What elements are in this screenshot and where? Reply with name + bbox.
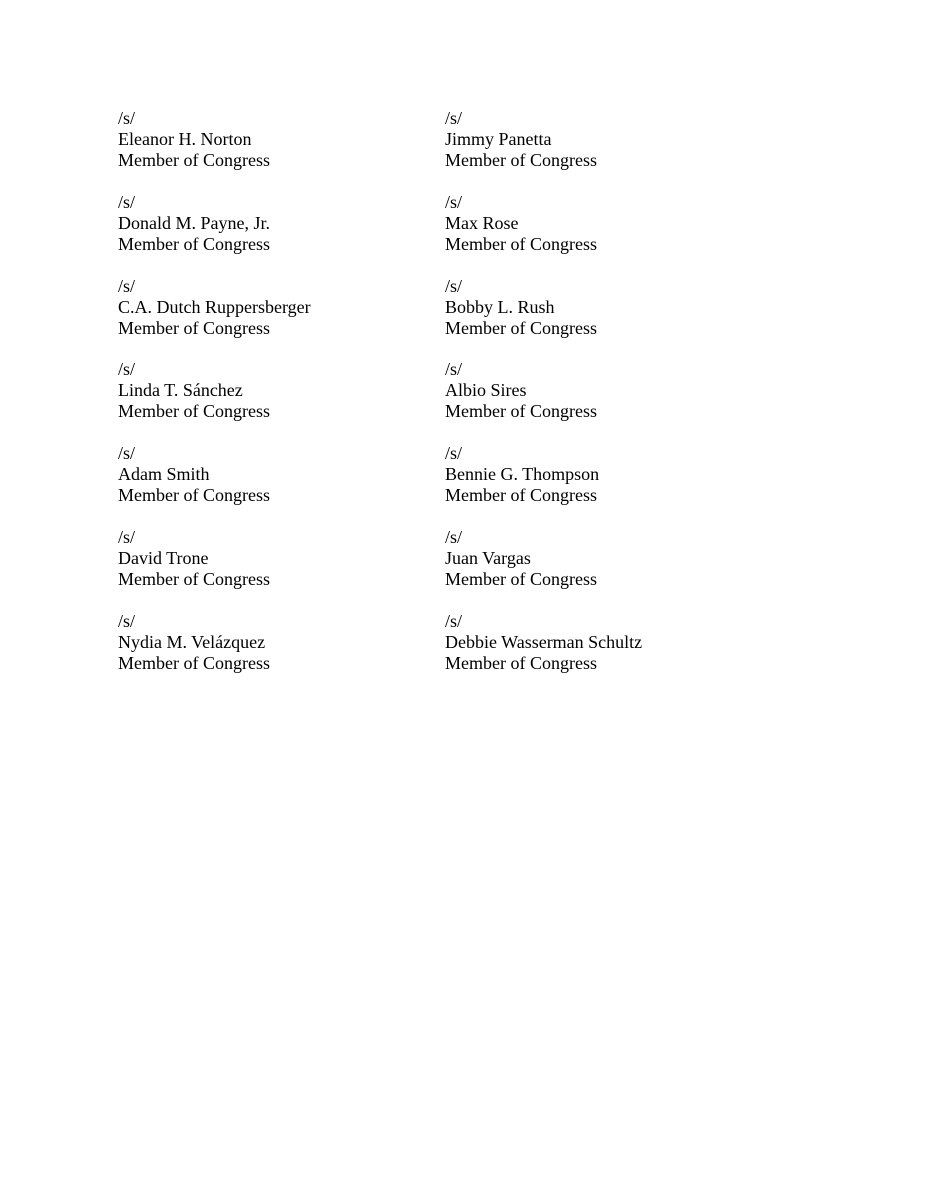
signature-mark: /s/ — [118, 526, 136, 547]
signer-title: Member of Congress — [118, 401, 270, 422]
signer-name: Debbie Wasserman Schultz — [445, 631, 643, 652]
signature-block — [445, 108, 765, 192]
signer-name: Jimmy Panetta — [445, 129, 552, 149]
signer-name: Bennie G. Thompson — [445, 464, 600, 485]
signer-title: Member of Congress — [118, 652, 270, 673]
signer-name: Max Rose — [445, 212, 519, 233]
signature-mark: /s/ — [445, 108, 463, 128]
signature-mark: /s/ — [445, 610, 463, 631]
signature-block — [118, 276, 438, 360]
signature-block — [445, 443, 765, 527]
signature-mark: /s/ — [445, 359, 463, 380]
signer-title: Member of Congress — [118, 150, 270, 170]
signature-block — [445, 276, 765, 360]
signature-mark: /s/ — [445, 526, 463, 547]
signature-mark: /s/ — [445, 443, 463, 464]
signature-block — [118, 443, 438, 527]
signature-block — [445, 527, 765, 611]
signer-name: Albio Sires — [445, 380, 527, 401]
signer-title: Member of Congress — [118, 568, 270, 589]
signer-title: Member of Congress — [445, 568, 597, 589]
signer-name: Juan Vargas — [445, 547, 531, 568]
signature-block — [118, 359, 438, 443]
signer-title: Member of Congress — [445, 150, 597, 170]
signature-mark: /s/ — [118, 443, 136, 464]
signer-name: Eleanor H. Norton — [118, 129, 252, 149]
signature-block — [118, 192, 438, 276]
signer-name: Linda T. Sánchez — [118, 380, 243, 401]
signer-name: Donald M. Payne, Jr. — [118, 212, 270, 233]
signature-mark: /s/ — [118, 359, 136, 380]
signer-title: Member of Congress — [118, 317, 270, 338]
signature-block — [118, 611, 438, 695]
signer-name: Nydia M. Velázquez — [118, 631, 266, 652]
signer-title: Member of Congress — [445, 233, 597, 254]
signature-block — [445, 359, 765, 443]
signer-name: David Trone — [118, 547, 209, 568]
signer-title: Member of Congress — [445, 652, 597, 673]
signer-title: Member of Congress — [118, 485, 270, 506]
signature-mark: /s/ — [445, 191, 463, 212]
signer-title: Member of Congress — [445, 401, 597, 422]
signer-title: Member of Congress — [118, 233, 270, 254]
signer-name: C.A. Dutch Ruppersberger — [118, 296, 311, 317]
signature-mark: /s/ — [118, 191, 136, 212]
signer-name: Adam Smith — [118, 464, 210, 485]
signer-title: Member of Congress — [445, 317, 597, 338]
signer-title: Member of Congress — [445, 485, 597, 506]
signature-mark: /s/ — [445, 275, 463, 296]
signature-mark: /s/ — [118, 610, 136, 631]
signature-mark: /s/ — [118, 108, 136, 128]
signature-block — [445, 192, 765, 276]
signature-column-right — [445, 108, 765, 695]
signature-block — [118, 108, 438, 192]
signature-block — [445, 611, 765, 695]
signature-column-left — [118, 108, 438, 695]
signature-mark: /s/ — [118, 275, 136, 296]
signature-block — [118, 527, 438, 611]
signer-name: Bobby L. Rush — [445, 296, 555, 317]
